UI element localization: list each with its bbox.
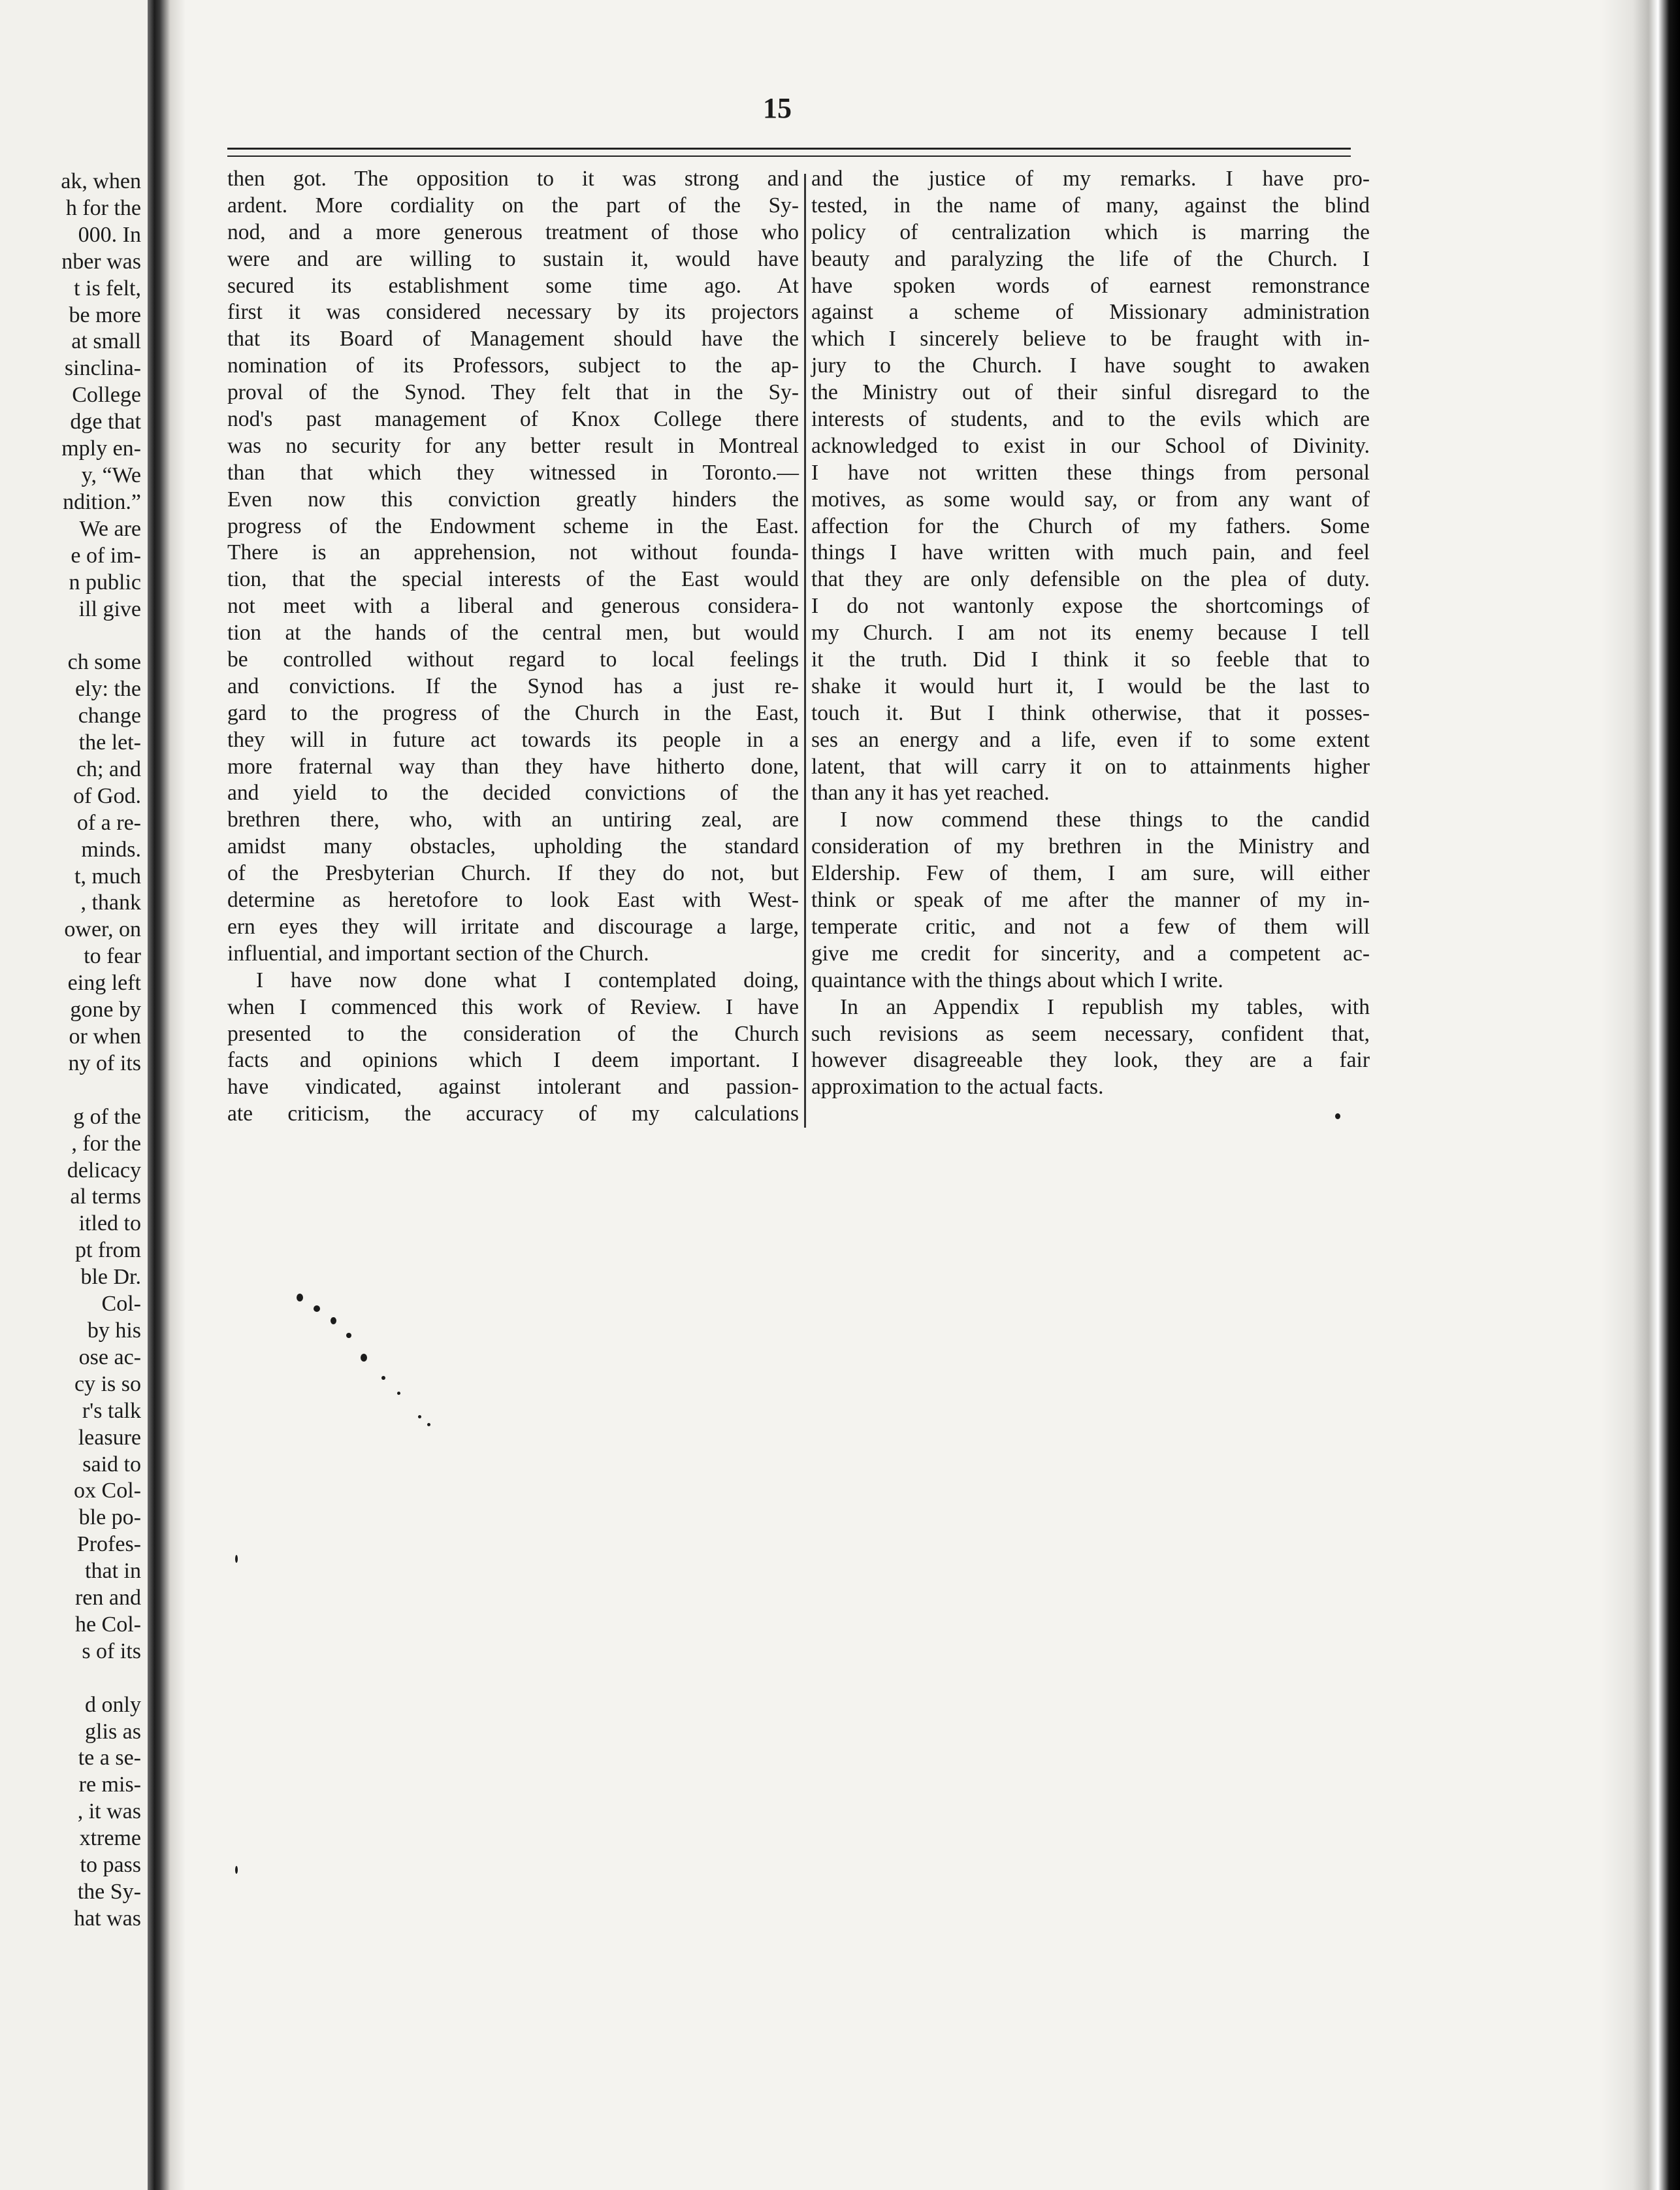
text-line: nod's past management of Knox College there <box>227 407 799 432</box>
text-line: that they are only defensible on the plea of duty. <box>811 567 1370 592</box>
text-line: think or speak of me after the manner of my in- <box>811 888 1370 913</box>
facing-page-text <box>61 169 141 1933</box>
text-line: give me credit for sincerity, and a competent ac- <box>811 941 1370 966</box>
text-line: first it was considered necessary by its projectors <box>227 300 799 325</box>
text-line: such revisions as seem necessary, confident that, <box>811 1021 1370 1046</box>
text-line: motives, as some would say, or from any want of <box>811 487 1370 512</box>
text-line: I have now done what I contemplated doing, <box>256 968 799 992</box>
text-line: progress of the Endowment scheme in the East. <box>227 514 799 538</box>
ink-speck <box>381 1376 385 1380</box>
text-line: nomination of its Professors, subject to the ap- <box>227 353 799 378</box>
text-line: I now commend these things to the candid <box>840 808 1370 832</box>
text-line: policy of centralization which is marring the <box>811 220 1370 244</box>
ink-speck <box>297 1294 303 1301</box>
text-line: determine as heretofore to look East with West- <box>227 888 799 913</box>
facing-line: gone by <box>70 998 141 1022</box>
facing-line: change <box>78 704 141 728</box>
text-line: than that which they witnessed in Toronto.— <box>227 460 799 485</box>
text-line: Eldership. Few of them, I am sure, will either <box>811 861 1370 886</box>
text-line: gard to the progress of the Church in the East, <box>227 700 799 725</box>
text-line: In an Appendix I republish my tables, with <box>840 994 1370 1019</box>
facing-line: We are <box>79 516 141 541</box>
text-line: they will in future act towards its people in a <box>227 727 799 752</box>
text-line: tion at the hands of the central men, but would <box>227 621 799 646</box>
text-line: There is an apprehension, not without founda- <box>227 540 799 565</box>
facing-line: glis as <box>85 1719 141 1744</box>
text-line: jury to the Church. I have sought to awaken <box>811 353 1370 378</box>
facing-line: 000. In <box>78 222 141 247</box>
text-line: affection for the Church of my fathers. Some <box>811 514 1370 538</box>
facing-line: mply en- <box>61 436 141 461</box>
ink-speck <box>235 1555 238 1563</box>
text-line: facts and opinions which I deem important. I <box>227 1048 799 1073</box>
text-line: things I have written with much pain, and feel <box>811 540 1370 565</box>
facing-line: pt from <box>74 1238 141 1263</box>
text-line: more fraternal way than they have hitherto done, <box>227 754 799 779</box>
ink-speck <box>418 1415 421 1418</box>
text-line: influential, and important section of the Church. <box>227 941 649 966</box>
text-line: touch it. But I think otherwise, that it posses- <box>811 700 1370 725</box>
facing-line: College <box>72 383 141 408</box>
facing-page-fragment <box>0 0 150 2190</box>
text-line: against a scheme of Missionary administration <box>811 300 1370 325</box>
text-line: consideration of my brethren in the Ministry and <box>811 834 1370 859</box>
facing-line: ny of its <box>68 1051 141 1075</box>
facing-line: e of im- <box>71 543 141 568</box>
facing-line: xtreme <box>79 1826 141 1851</box>
text-line: I do not wantonly expose the shortcomings of <box>811 594 1370 619</box>
text-line: beauty and paralyzing the life of the Church. I <box>811 246 1370 271</box>
facing-line: , for the <box>71 1131 141 1156</box>
text-line: however disagreeable they look, they are a fair <box>811 1048 1370 1073</box>
facing-line: ren and <box>74 1586 141 1610</box>
text-line: quaintance with the things about which I write. <box>811 968 1223 992</box>
text-line: interests of students, and to the evils which are <box>811 407 1370 432</box>
text-line: I have not written these things from personal <box>811 460 1370 485</box>
text-line: of the Presbyterian Church. If they do not, but <box>227 861 799 886</box>
facing-line: ely: the <box>74 677 141 702</box>
facing-line: ble Dr. <box>80 1265 141 1290</box>
text-line: and the justice of my remarks. I have pro- <box>811 167 1370 191</box>
facing-line: ower, on <box>64 917 141 942</box>
text-line: ardent. More cordiality on the part of the Sy- <box>227 193 799 218</box>
ink-speck <box>1335 1113 1340 1119</box>
facing-line: ble po- <box>78 1505 141 1530</box>
facing-line: nber was <box>61 249 141 274</box>
facing-line: said to <box>82 1452 141 1477</box>
text-line: that its Board of Management should have the <box>227 327 799 351</box>
ink-speck <box>397 1392 400 1395</box>
text-line: brethren there, who, with an untiring zeal, are <box>227 808 799 832</box>
text-line: presented to the consideration of the Church <box>227 1021 799 1046</box>
facing-line: Profes- <box>76 1532 141 1557</box>
facing-line: of a re- <box>76 810 141 835</box>
facing-line: re mis- <box>78 1773 141 1797</box>
text-line: latent, that will carry it on to attainments higher <box>811 754 1370 779</box>
text-line: tested, in the name of many, against the blind <box>811 193 1370 218</box>
facing-line: dge that <box>70 410 141 434</box>
facing-line: the let- <box>78 730 141 755</box>
facing-line: be more <box>69 302 141 327</box>
text-line: and yield to the decided convictions of the <box>227 781 799 806</box>
facing-line: to pass <box>80 1853 141 1878</box>
facing-line: ose ac- <box>78 1345 141 1369</box>
facing-line: the Sy- <box>77 1880 141 1904</box>
facing-line: ill give <box>78 597 141 621</box>
text-line: it the truth. Did I think it so feeble that to <box>811 647 1370 672</box>
page-number: 15 <box>763 92 792 124</box>
facing-line: ak, when <box>61 169 141 193</box>
book-gutter <box>148 0 186 2190</box>
facing-line: ndition.” <box>63 489 141 514</box>
facing-line: s of its <box>82 1639 141 1663</box>
facing-line: ox Col- <box>74 1479 141 1503</box>
text-line: tion, that the special interests of the East would <box>227 567 799 592</box>
text-line: was no security for any better result in Montreal <box>227 433 799 458</box>
facing-line: h for the <box>65 195 141 220</box>
facing-line: that in <box>85 1559 141 1584</box>
facing-line: leasure <box>78 1425 141 1450</box>
ink-speck <box>314 1305 320 1312</box>
facing-line: by his <box>87 1318 141 1343</box>
facing-line: t is felt, <box>74 276 141 301</box>
facing-line: minds. <box>81 837 141 862</box>
text-line: not meet with a liberal and generous considera- <box>227 594 799 619</box>
text-line: my Church. I am not its enemy because I tell <box>811 621 1370 646</box>
facing-line: , it was <box>77 1799 141 1824</box>
text-column-right <box>811 166 1370 1101</box>
text-line: acknowledged to exist in our School of Divinity. <box>811 433 1370 458</box>
text-line: proval of the Synod. They felt that in the Sy- <box>227 380 799 405</box>
facing-line: ch; and <box>76 757 141 781</box>
facing-line: to fear <box>84 944 141 969</box>
facing-line: g of the <box>73 1104 141 1129</box>
facing-line: d only <box>85 1692 141 1717</box>
facing-line: of God. <box>73 783 141 808</box>
facing-line: he Col- <box>74 1612 141 1637</box>
page-edge <box>1602 0 1680 2190</box>
ink-speck <box>427 1423 430 1426</box>
facing-line: ch some <box>67 650 141 675</box>
text-line: were and are willing to sustain it, would have <box>227 246 799 271</box>
facing-line: eing left <box>67 971 141 996</box>
facing-line: sinclina- <box>64 356 141 381</box>
text-line: ate criticism, the accuracy of my calculations <box>227 1102 799 1126</box>
text-line: nod, and a more generous treatment of those who <box>227 220 799 244</box>
text-line: shake it would hurt it, I would be the last to <box>811 674 1370 698</box>
column-divider <box>804 174 806 1128</box>
facing-line: Col- <box>101 1292 141 1316</box>
facing-line: n public <box>69 570 141 595</box>
facing-line: , thank <box>80 891 141 915</box>
facing-line: y, “We <box>81 463 141 487</box>
text-line: ern eyes they will irritate and discourage a large, <box>227 914 799 939</box>
facing-line: t, much <box>74 864 141 889</box>
text-line: when I commenced this work of Review. I have <box>227 994 799 1019</box>
facing-line: te a se- <box>78 1746 141 1771</box>
text-line: have spoken words of earnest remonstrance <box>811 273 1370 298</box>
text-line: and convictions. If the Synod has a just re- <box>227 674 799 698</box>
text-line: temperate critic, and not a few of them will <box>811 914 1370 939</box>
text-line: then got. The opposition to it was strong and <box>227 167 799 191</box>
text-line: the Ministry out of their sinful disregard to the <box>811 380 1370 405</box>
text-line: than any it has yet reached. <box>811 781 1050 806</box>
header-rule-secondary <box>227 155 1351 157</box>
text-line: approximation to the actual facts. <box>811 1075 1104 1100</box>
ink-speck <box>346 1333 351 1338</box>
text-line: have vindicated, against intolerant and passion- <box>227 1075 799 1100</box>
ink-speck <box>235 1866 238 1874</box>
facing-line: at small <box>71 329 141 354</box>
ink-speck <box>331 1317 336 1324</box>
facing-line: al terms <box>70 1185 141 1209</box>
ink-speck <box>361 1354 367 1362</box>
facing-line: delicacy <box>67 1158 141 1183</box>
text-line: secured its establishment some time ago. At <box>227 273 799 298</box>
text-line: ses an energy and a life, even if to some extent <box>811 727 1370 752</box>
facing-line: or when <box>69 1024 141 1049</box>
facing-line: cy is so <box>74 1371 141 1396</box>
facing-line: hat was <box>74 1906 141 1931</box>
facing-line: itled to <box>78 1211 141 1236</box>
header-rule <box>227 148 1351 150</box>
text-line: Even now this conviction greatly hinders the <box>227 487 799 512</box>
text-column-left <box>227 166 799 1128</box>
text-line: amidst many obstacles, upholding the standard <box>227 834 799 859</box>
facing-line: r's talk <box>82 1398 141 1423</box>
text-line: be controlled without regard to local feelings <box>227 647 799 672</box>
text-line: which I sincerely believe to be fraught with in- <box>811 327 1370 351</box>
